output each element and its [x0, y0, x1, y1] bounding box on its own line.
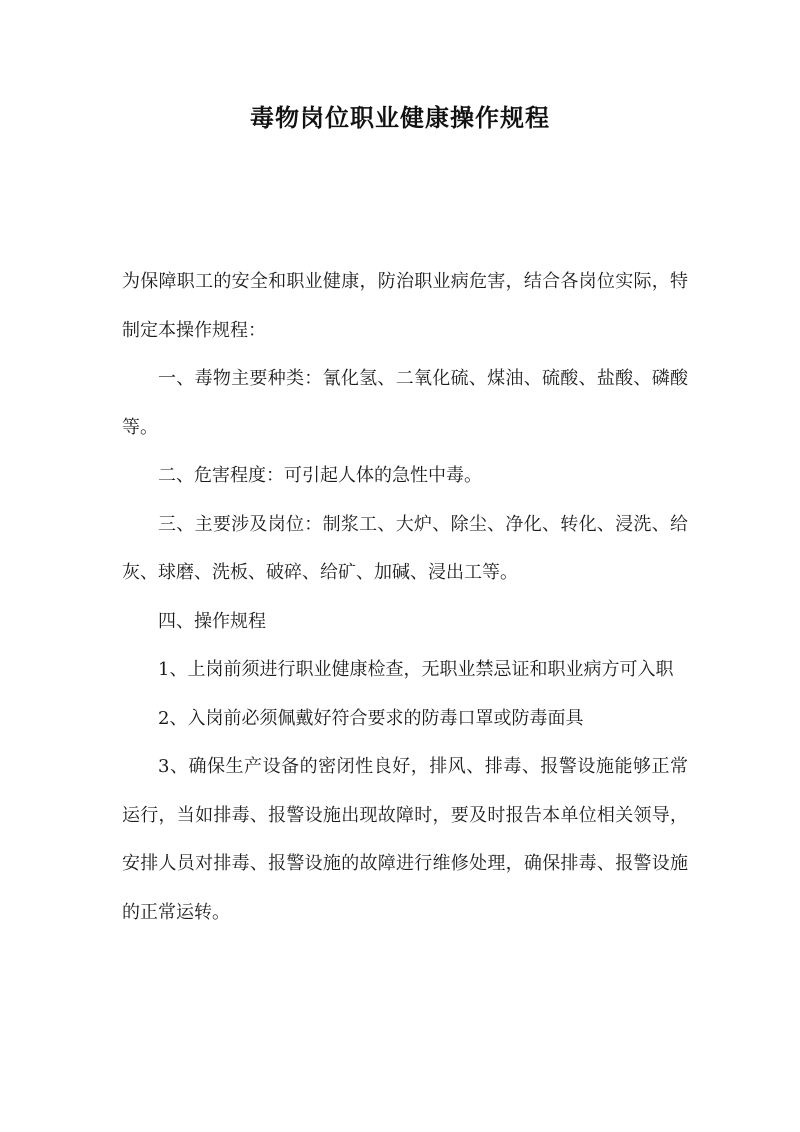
document-body	[122, 258, 688, 937]
document-title: 毒物岗位职业健康操作规程	[250, 103, 550, 132]
procedure-item-3: 3、确保生产设备的密闭性良好，排风、排毒、报警设施能够正常运行，当如排毒、报警设施出现故障时，要及时报告本单位相关领导，安排人员对排毒、报警设施的故障进行维修处理，确保排毒、报警设施的正常运转。	[122, 756, 688, 923]
intro-paragraph: 为保障职工的安全和职业健康，防治职业病危害，结合各岗位实际，特制定本操作规程：	[122, 271, 688, 341]
procedure-item-1: 1、上岗前须进行职业健康检查，无职业禁忌证和职业病方可入职	[158, 659, 674, 680]
positions-paragraph: 三、主要涉及岗位：制浆工、大炉、除尘、净化、转化、浸洗、给灰、球磨、洗板、破碎、给矿、加碱、浸出工等。	[122, 513, 688, 583]
hazard-level-paragraph: 二、危害程度：可引起人体的急性中毒。	[158, 465, 482, 486]
toxic-types-paragraph: 一、毒物主要种类：氰化氢、二氧化硫、煤油、硫酸、盐酸、磷酸等。	[122, 368, 688, 438]
procedure-item-2: 2、入岗前必须佩戴好符合要求的防毒口罩或防毒面具	[158, 707, 584, 729]
procedures-heading: 四、操作规程	[158, 610, 266, 632]
